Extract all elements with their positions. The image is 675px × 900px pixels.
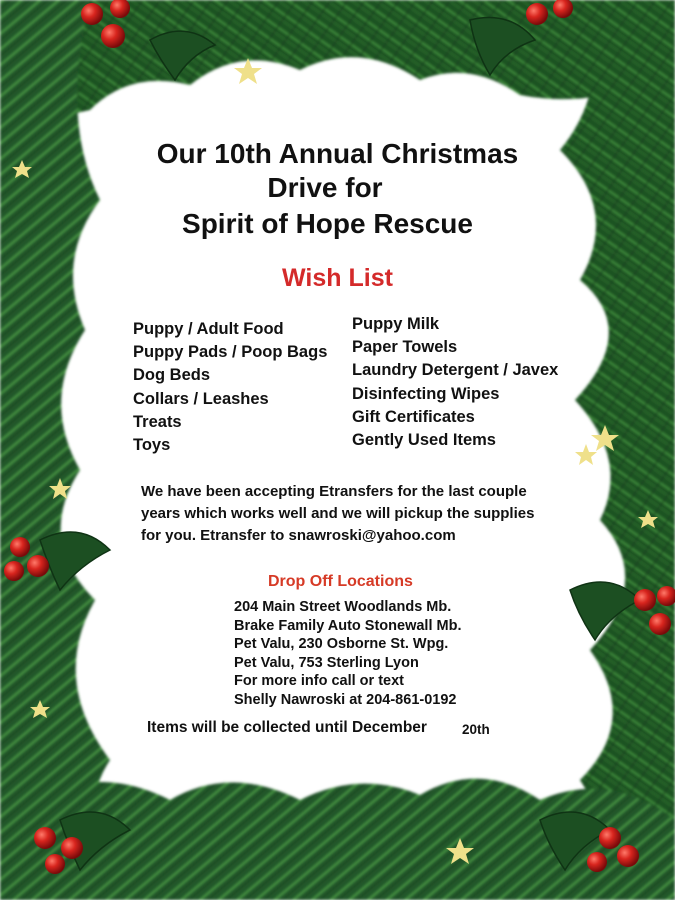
collection-deadline-day: 20th xyxy=(462,722,490,737)
collection-deadline: Items will be collected until December xyxy=(147,719,427,736)
title-line-2: Drive for xyxy=(267,172,383,203)
wish-list-left-column xyxy=(133,318,327,457)
drop-off-heading: Drop Off Locations xyxy=(268,573,413,590)
list-item: Gently Used Items xyxy=(352,431,496,450)
contact-line: Shelly Nawroski at 204-861-0192 xyxy=(234,691,457,708)
location-line: Pet Valu, 753 Sterling Lyon xyxy=(234,654,419,671)
list-item: Puppy Milk xyxy=(352,315,440,333)
wish-list-heading: Wish List xyxy=(282,264,393,292)
location-line: 204 Main Street Woodlands Mb. xyxy=(234,599,452,615)
list-item: Gift Certificates xyxy=(352,407,475,426)
list-item: Collars / Leashes xyxy=(133,389,269,408)
list-item: Disinfecting Wipes xyxy=(352,384,500,403)
wish-list-right-column xyxy=(352,313,558,452)
etransfer-line: We have been accepting Etransfers for the last couple xyxy=(141,483,527,500)
title-line-1: Our 10th Annual Christmas xyxy=(156,138,519,169)
title-line-3: Spirit of Hope Rescue xyxy=(182,208,473,239)
list-item: Laundry Detergent / Javex xyxy=(352,361,559,380)
drop-off-locations xyxy=(234,598,461,709)
list-item: Puppy / Adult Food xyxy=(133,320,284,338)
location-line: Pet Valu, 230 Osborne St. Wpg. xyxy=(234,636,449,652)
list-item: Dog Beds xyxy=(133,366,211,385)
etransfer-line: for you. Etransfer to snawroski@yahoo.com xyxy=(141,527,456,544)
etransfer-line: years which works well and we will pickup the supplies xyxy=(141,505,535,522)
etransfer-paragraph xyxy=(141,481,534,547)
list-item: Puppy Pads / Poop Bags xyxy=(133,343,328,362)
contact-line: For more info call or text xyxy=(234,673,404,689)
list-item: Treats xyxy=(133,412,182,431)
location-line: Brake Family Auto Stonewall Mb. xyxy=(234,617,462,634)
list-item: Toys xyxy=(133,436,171,455)
list-item: Paper Towels xyxy=(352,338,458,357)
